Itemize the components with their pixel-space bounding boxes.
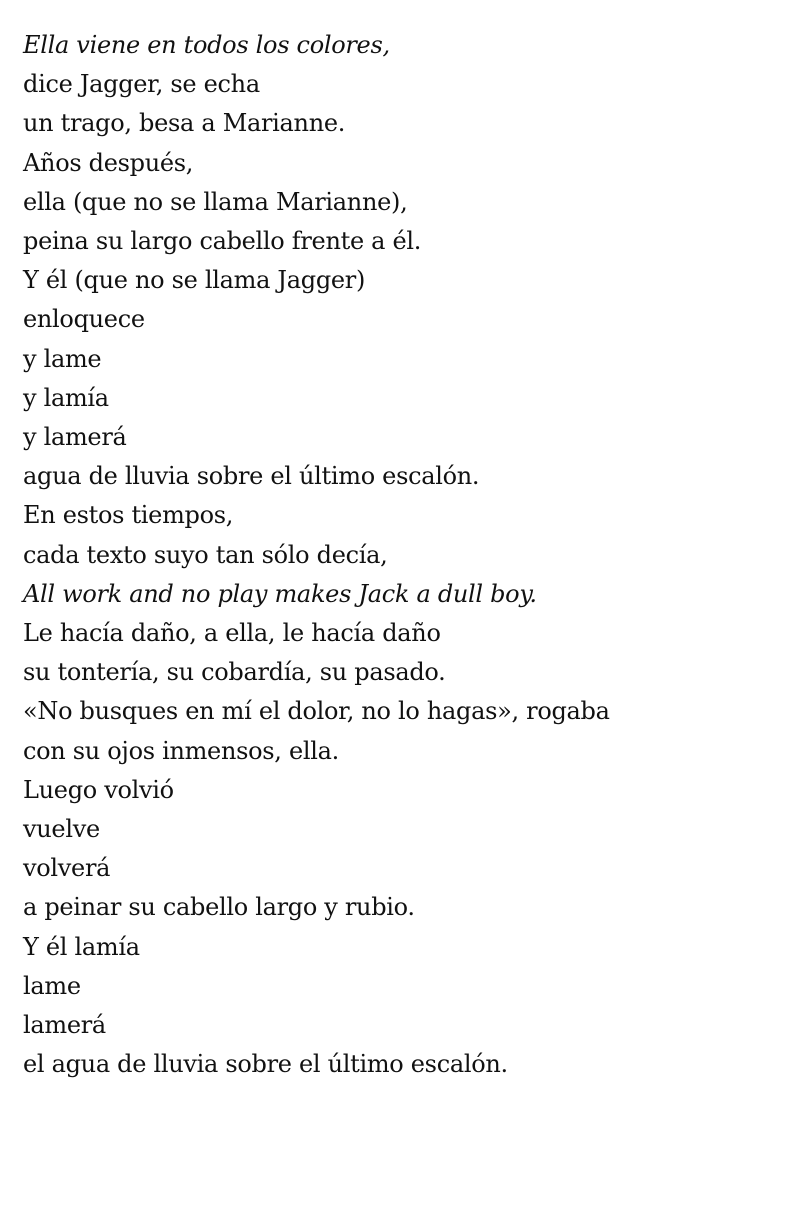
poem-text bbox=[23, 26, 763, 1084]
poem-line: a peinar su cabello largo y rubio. bbox=[23, 893, 415, 922]
poem-line: su tontería, su cobardía, su pasado. bbox=[23, 658, 446, 687]
poem-line: cada texto suyo tan sólo decía, bbox=[23, 540, 388, 569]
poem-line: All work and no play makes Jack a dull boy. bbox=[23, 579, 537, 608]
poem-line: agua de lluvia sobre el último escalón. bbox=[23, 462, 480, 491]
poem-line: vuelve bbox=[23, 815, 100, 844]
poem-line: Le hacía daño, a ella, le hacía daño bbox=[23, 619, 441, 648]
poem-line: volverá bbox=[23, 854, 111, 883]
poem-line: Años después, bbox=[23, 148, 194, 177]
poem-line: y lamerá bbox=[23, 423, 127, 452]
poem-line: y lamía bbox=[23, 383, 109, 412]
poem-line: En estos tiempos, bbox=[23, 501, 234, 530]
poem-line: Y él lamía bbox=[23, 932, 140, 961]
poem-line: Ella viene en todos los colores, bbox=[23, 31, 390, 59]
poem-line: enloquece bbox=[23, 305, 145, 334]
poem-line: un trago, besa a Marianne. bbox=[23, 109, 346, 138]
poem-line: peina su largo cabello frente a él. bbox=[23, 227, 422, 256]
poem-line: el agua de lluvia sobre el último escalón. bbox=[23, 1050, 508, 1079]
poem-line: ella (que no se llama Marianne), bbox=[23, 187, 408, 216]
poem-line: con su ojos inmensos, ella. bbox=[23, 736, 339, 765]
poem-line: Y él (que no se llama Jagger) bbox=[23, 266, 366, 295]
poem-line: y lame bbox=[23, 344, 102, 373]
poem-line: dice Jagger, se echa bbox=[23, 70, 260, 99]
poem-line: Luego volvió bbox=[23, 775, 174, 804]
poem-line: lamerá bbox=[23, 1011, 106, 1040]
poem-line: lame bbox=[23, 971, 81, 1000]
poem-line: «No busques en mí el dolor, no lo hagas», rogaba bbox=[23, 697, 610, 726]
